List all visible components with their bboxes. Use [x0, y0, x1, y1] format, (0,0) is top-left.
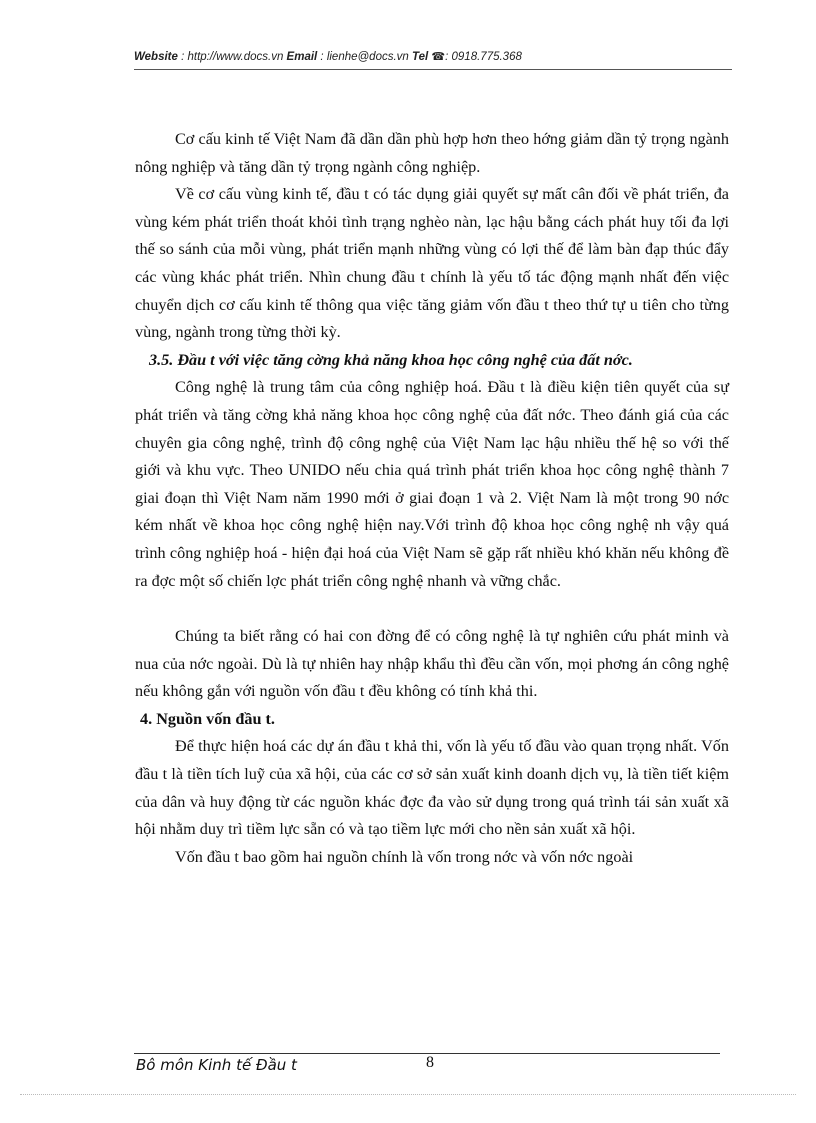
phone-icon: ☎	[431, 51, 446, 63]
tel-label: Tel	[412, 51, 429, 63]
paragraph-technology: Công nghệ là trung tâm của công nghiệp hoá. Đầu t là điều kiện tiên quyết của sự phát triển và tăng cờng khả năng khoa học công nghệ của đất nớc. Theo đánh giá của các chuyên gia công nghệ, trình độ công nghệ của Việt Nam lạc hậu nhiều thế hệ so với thế giới và khu vực. Theo UNIDO nếu chia quá trình phát triển khoa học công nghệ thành 7 giai đoạn thì Việt Nam năm 1990 mới ở giai đoạn 1 và 2. Việt Nam là một trong 90 nớc kém nhất về khoa học công nghệ hiện nay.Với trình độ khoa học công nghệ nh vậy quá trình công nghiệp hoá - hiện đại hoá của Việt Nam sẽ gặp rất nhiều khó khăn nếu không đề ra đợc một số chiến lợc phát triển công nghệ nhanh và vững chắc.	[135, 378, 729, 590]
section-heading-3-5: 3.5. Đầu t với việc tăng cờng khả năng khoa học công nghệ của đất nớc.	[149, 350, 633, 369]
paragraph-structure: Cơ cấu kinh tế Việt Nam đã dần dần phù hợp hơn theo hớng giảm dần tỷ trọng ngành nông nghiệp và tăng dần tỷ trọng ngành công nghiệp.	[135, 130, 729, 176]
footer-department: Bô môn Kinh tế Đầu t	[136, 1056, 297, 1074]
page-number: 8	[426, 1054, 434, 1071]
paragraph-two-paths: Chúng ta biết rằng có hai con đờng để có công nghệ là tự nghiên cứu phát minh và nua của nớc ngoài. Dù là tự nhiên hay nhập khẩu thì đều cần vốn, mọi phơng án công nghệ nếu không gắn với nguồn vốn đầu t đều không có tính khả thi.	[135, 627, 729, 701]
page-header	[134, 50, 734, 63]
document-body	[135, 126, 729, 871]
section-heading-4: 4. Nguồn vốn đầu t.	[140, 709, 275, 728]
website-label: Website	[134, 51, 178, 63]
email-label: Email	[286, 51, 318, 63]
paragraph-spacer	[135, 595, 729, 623]
tel-number: : 0918.775.368	[445, 51, 522, 63]
website-url: : http://www.docs.vn	[177, 51, 287, 63]
paragraph-regional: Về cơ cấu vùng kinh tế, đầu t có tác dụng giải quyết sự mất cân đối về phát triển, đa vùng kém phát triển thoát khỏi tình trạng nghèo nàn, lạc hậu bằng cách phát huy tối đa lợi thế so sánh của mỗi vùng, phát triển mạnh những vùng có lợi thế để làm bàn đạp thúc đẩy các vùng khác phát triển. Nhìn chung đầu t chính là yếu tố tác động mạnh nhất đến việc chuyển dịch cơ cấu kinh tế thông qua việc tăng giảm vốn đầu t theo thứ tự u tiên cho từng vùng, ngành trong từng thời kỳ.	[135, 185, 729, 342]
email-address: : lienhe@docs.vn	[317, 51, 413, 63]
page-edge-dots	[20, 1094, 796, 1095]
header-rule	[134, 69, 732, 70]
paragraph-capital-definition: Để thực hiện hoá các dự án đầu t khả thi, vốn là yếu tố đầu vào quan trọng nhất. Vốn đầu t là tiền tích luỹ của xã hội, của các cơ sở sản xuất kinh doanh dịch vụ, là tiền tiết kiệm của dân và huy động từ các nguồn khác đợc đa vào sử dụng trong quá trình tái sản xuất xã hội nhằm duy trì tiềm lực sẵn có và tạo tiềm lực mới cho nền sản xuất xã hội.	[135, 737, 729, 839]
paragraph-capital-sources: Vốn đầu t bao gồm hai nguồn chính là vốn trong nớc và vốn nớc ngoài	[175, 847, 634, 866]
